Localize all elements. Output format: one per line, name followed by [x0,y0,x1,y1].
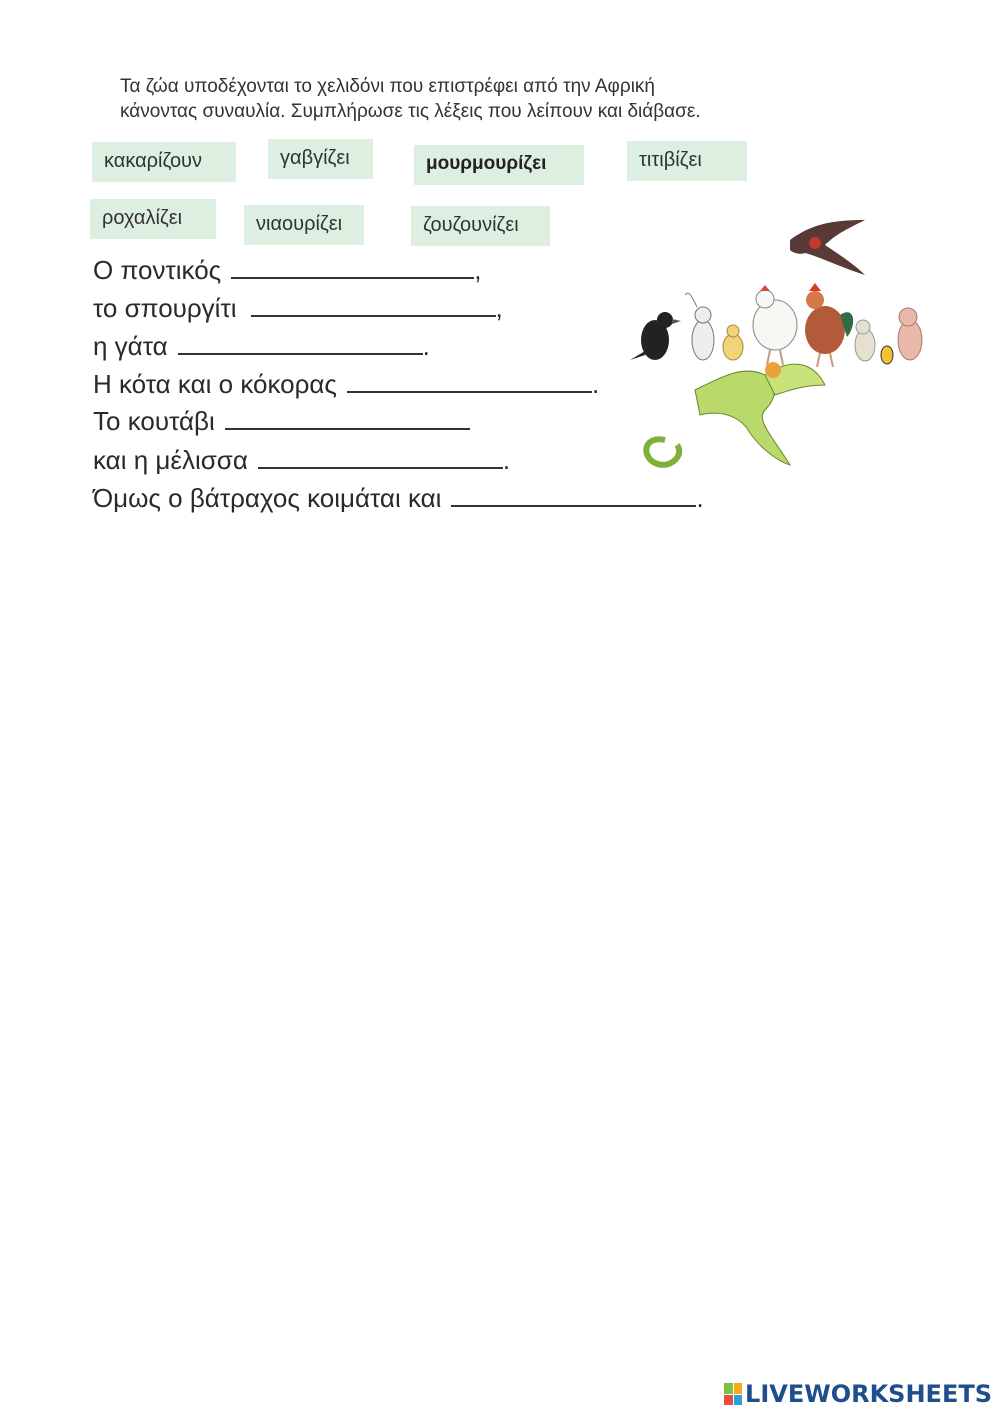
instructions-line-2: κάνοντας συναυλία. Συμπλήρωσε τις λέξεις που λείπουν και διάβασε. [120,101,701,122]
mouse-icon [685,293,714,360]
chick-icon [723,325,743,360]
sentence-2 [93,292,503,324]
liveworksheets-logo-text: LIVEWORKSHEETS [745,1380,992,1408]
word-chip-niaourizei[interactable]: νιαουρίζει [244,205,364,245]
sentence-4 [93,368,599,400]
sentence-end: , [474,255,482,285]
word-chip-rochalizei[interactable]: ροχαλίζει [90,199,216,239]
answer-blank-4[interactable] [347,371,592,393]
pink-creature-icon [898,308,922,360]
bee-icon [881,346,893,364]
sentence-end: . [422,331,430,361]
animals-illustration [625,215,935,495]
instructions-line-1: Τα ζώα υποδέχονται το χελιδόνι που επιστρέφει από την Αφρική [120,76,655,97]
sentence-end: , [495,293,503,323]
sentence-end: . [591,369,600,399]
word-chip-gavgizei[interactable]: γαβγίζει [268,139,373,179]
swallow-icon [790,220,865,275]
rooster-icon [805,283,853,367]
answer-blank-2[interactable] [251,295,496,317]
sentence-1 [93,254,481,286]
sentence-text: Όμως ο βάτραχος κοιμάται και [93,483,442,513]
parrot-icon [646,362,825,465]
sentence-text: και η μέλισσα [93,445,248,475]
crow-icon [630,312,681,360]
word-chip-titivizei[interactable]: τιτιβίζει [627,141,747,181]
answer-blank-6[interactable] [258,447,503,469]
instructions [120,74,880,124]
answer-blank-1[interactable] [231,257,474,279]
sentence-text: Ο ποντικός [93,255,222,285]
answer-blank-5[interactable] [225,408,470,430]
sentence-text: Το κουτάβι [93,406,215,436]
word-chip-mourmourizei[interactable]: μουρμουρίζει [414,145,584,185]
liveworksheets-badge-icon [724,1383,742,1405]
word-chip-zouzounizei[interactable]: ζουζουνίζει [411,206,550,246]
sentence-3 [93,330,430,362]
sentence-end: . [502,445,511,475]
sentence-end: . [696,483,704,513]
sentence-text: το σπουργίτι [93,293,237,323]
sentence-5 [93,405,470,437]
sentence-text: η γάτα [93,331,168,361]
puppy-icon [855,320,875,361]
answer-blank-3[interactable] [178,333,423,355]
word-chip-kakarizoun[interactable]: κακαρίζουν [92,142,236,182]
sentence-text: Η κότα και ο κόκορας [93,369,337,399]
hen-icon [753,285,797,365]
sentence-7 [93,482,704,514]
sentence-6 [93,444,510,476]
liveworksheets-logo [724,1381,992,1407]
